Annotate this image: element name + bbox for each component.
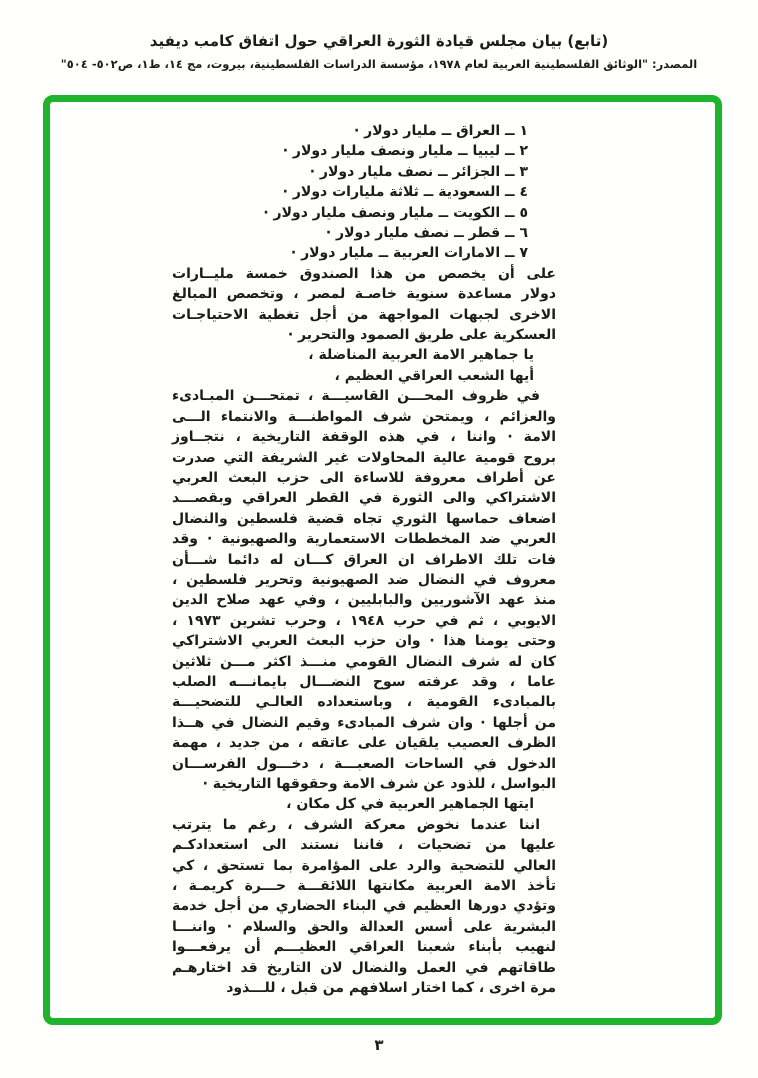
text-line: وتؤدي دورها العظيم في البناء الحضاري من أجل خدمة [172, 898, 556, 915]
text-line: ٤ ــ السعودية ــ ثلاثة مليارات دولار · [282, 184, 528, 201]
text-line: طاقاتهم في العمل والنضال لان التاريخ قد اختارهـم [172, 959, 556, 976]
text-line: ١ ــ العراق ــ مليار دولار · [353, 123, 528, 139]
text-line: بروح قومية عالية المحاولات غير الشريفة التي صدرت [172, 449, 556, 466]
text-line: عن أطراف معروفة للاساءة الى حزب البعث العربي [172, 469, 556, 486]
text-line: اننا عندما نخوض معركة الشرف ، رغم ما يترتب [172, 816, 540, 833]
text-line: لنهيب بأبناء شعبنا العراقي العظيـــم أن يرفعـــوا [172, 939, 556, 956]
text-line: في ظروف المحـــن القاسيـــة ، تمتحـــن المبـادىء [172, 388, 540, 405]
text-line: الدخول في الساحات الصعبـــة ، دخـــول الفرســـان [172, 755, 556, 772]
text-line: العالي للتضحية والرد على المؤامرة بما تستحق ، كي [172, 857, 556, 874]
text-line: ٣ ــ الجزائر ــ نصف مليار دولار · [309, 163, 528, 180]
text-line: بالمبادىء القومية ، وباستعداده العالـي للتضحيـــة [172, 694, 556, 711]
page-number: ٣ [374, 1036, 384, 1054]
text-line: مرة اخرى ، كما اختار اسلافهم من قبل ، للـــذود [226, 980, 556, 997]
text-line: تأخذ الامة العربية مكانتها اللائقـــة حـــرة كريمـة ، [172, 878, 556, 895]
header-title: (تابع) بيان مجلس قيادة الثورة العراقي حول اتفاق كامب ديفيد [149, 32, 609, 50]
document-body [172, 121, 556, 998]
allocation-paragraph [172, 264, 556, 346]
text-line: ٢ ــ ليبيا ــ مليار ونصف مليار دولار · [282, 143, 528, 160]
text-line: الاخرى لجبهات المواجهة من أجل تغطية الاحتياجـات [172, 306, 556, 323]
text-line: دولار مساعدة سنوية خاصـة لمصر ، وتخصص المبالغ [172, 286, 556, 303]
text-line: ٥ ــ الكويت ــ مليار ونصف مليار دولار · [263, 204, 528, 221]
funding-list [172, 121, 556, 264]
text-line: الامة · واننا ، في هذه الوقفة التاريخية ، نتجــاوز [172, 429, 556, 446]
text-line: اضعاف حماسها الثوري تجاه قضية فلسطين والنضال [172, 510, 556, 527]
text-line: عاما ، وقد عرفته سوح النضـــال بايمانـــه الصلب [172, 673, 556, 690]
text-line: والعزائم ، ويمتحن شرف المواطنـــة والانتماء الـــى [172, 408, 556, 425]
text-line: كان له شرف النضال القومي منـــذ اكثر مـــن ثلاثين [172, 653, 556, 670]
text-line: عليها من تضحيات ، فاننا نستند الى استعدادكـم [172, 837, 556, 854]
text-line: العسكرية على طريق الصمود والتحرير · [287, 327, 556, 344]
text-line: معروف في النضال ضد الصهيونية وتحرير فلسطين ، [172, 571, 556, 588]
text-line: البشرية على أسس العدالة والحق والسلام · واننـــا [172, 918, 556, 935]
main-paragraph [172, 386, 556, 794]
text-line: البواسل ، للذود عن شرف الامة وحقوقها التاريخية · [202, 776, 556, 792]
text-line: وحتى يومنا هذا · وان حزب البعث العربي الاشتراكي [172, 633, 556, 650]
salutation-arab-masses: ايتها الجماهير العربية في كل مكان ، [286, 796, 534, 813]
text-line: منذ عهد الآشوريين والبابليين ، وفي عهد صلاح الدين [172, 592, 556, 609]
text-line: على أن يخصص من هذا الصندوق خمسة مليــارات [172, 265, 556, 282]
text-line: العربي ضد المخططات الاستعمارية والصهيونية · وقد [172, 531, 556, 548]
document-header [0, 32, 758, 71]
salutation-iraqi-people: أيها الشعب العراقي العظيم ، [334, 367, 534, 384]
text-line: الاشتراكي والى الثورة في القطر العراقي وبقصـــد [172, 490, 556, 507]
text-line: الايوبي ، ثم في حرب ١٩٤٨ ، وحرب تشرين ١٩٧٣ ، [172, 612, 557, 629]
text-line: من أجلها · وان شرف المبادىء وقيم النضال في هــذا [172, 714, 556, 731]
closing-paragraph [172, 815, 556, 999]
text-line: الظرف العصيب يلقيان على عاتقه ، من جديد ، مهمة [172, 735, 556, 752]
text-line: ٧ ــ الامارات العربية ــ مليار دولار · [290, 245, 528, 262]
text-line: فات تلك الاطراف ان العراق كـــان له دائما شـــأن [172, 551, 556, 568]
text-line: ٦ ــ قطر ــ نصف مليار دولار · [325, 225, 528, 242]
header-source-line: المصدر: "الوثائق الفلسطينية العربية لعام ١٩٧٨، مؤسسة الدراسات الفلسطينية، بيروت، مج ١٤، ط١، ص٥٠٢- ٥٠٤" [60, 57, 698, 71]
salutation-arab-nation: يا جماهير الامة العربية المناضلة ، [308, 347, 534, 364]
